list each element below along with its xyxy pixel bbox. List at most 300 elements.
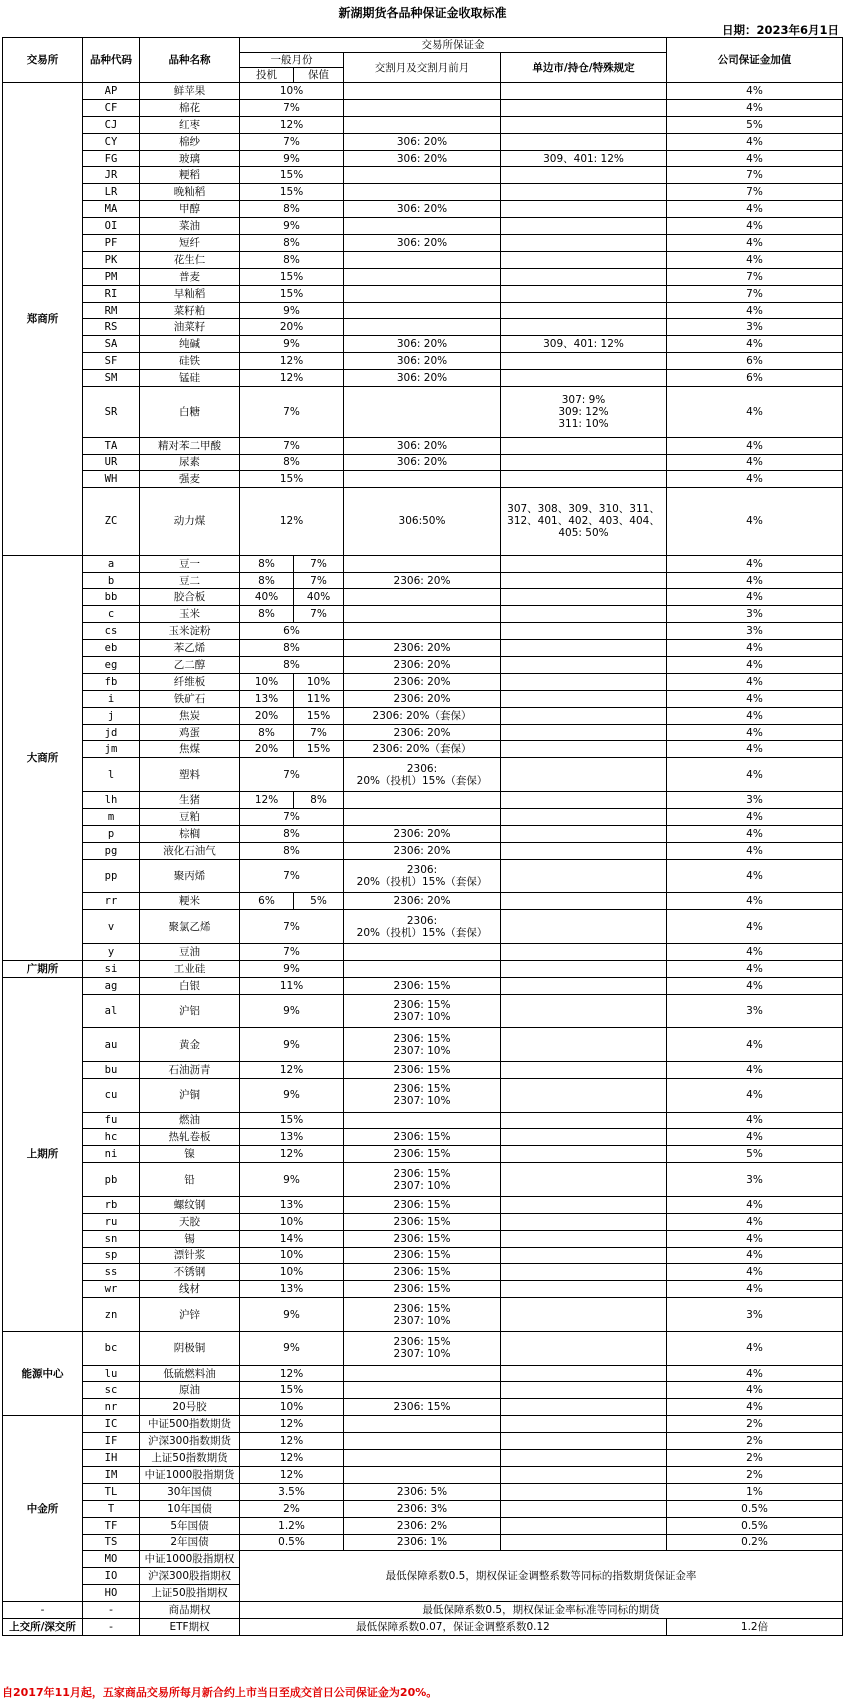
special-margin (501, 943, 667, 960)
product-name: 锡 (140, 1230, 240, 1247)
product-code: ss (83, 1264, 140, 1281)
product-code: CF (83, 99, 140, 116)
general-margin: 12% (240, 353, 344, 370)
product-code: HO (83, 1585, 140, 1602)
company-add-value: 7% (667, 184, 843, 201)
general-margin: 9% (240, 1331, 344, 1365)
product-code: si (83, 960, 140, 977)
delivery-margin (344, 589, 501, 606)
product-code: fb (83, 673, 140, 690)
company-add-value: 3% (667, 319, 843, 336)
company-add-value: 2% (667, 1416, 843, 1433)
company-add-value: 0.5% (667, 1500, 843, 1517)
general-margin: 9% (240, 302, 344, 319)
product-code: m (83, 808, 140, 825)
table-row (3, 842, 843, 859)
general-margin: 12% (240, 1466, 344, 1483)
special-margin (501, 1247, 667, 1264)
product-name: 花生仁 (140, 251, 240, 268)
product-name: 纤维板 (140, 673, 240, 690)
special-margin (501, 218, 667, 235)
company-add-value: 3% (667, 792, 843, 809)
company-add-value: 4% (667, 640, 843, 657)
commodity-options-row (3, 1602, 843, 1619)
product-code: fu (83, 1112, 140, 1129)
delivery-margin (344, 319, 501, 336)
delivery-margin: 2306: 20%（投机）15%（套保） (344, 910, 501, 944)
special-margin (501, 724, 667, 741)
product-code: IF (83, 1433, 140, 1450)
product-name: 玉米 (140, 606, 240, 623)
delivery-margin (344, 792, 501, 809)
product-name: 沪铝 (140, 994, 240, 1028)
product-name: 中证500指数期货 (140, 1416, 240, 1433)
delivery-margin (344, 99, 501, 116)
general-margin: 12% (240, 1365, 344, 1382)
company-add-value: 4% (667, 1129, 843, 1146)
general-margin: 9% (240, 150, 344, 167)
product-code: rr (83, 893, 140, 910)
table-row (3, 893, 843, 910)
speculation-margin: 20% (240, 707, 294, 724)
delivery-margin: 2306: 20%（套保） (344, 741, 501, 758)
delivery-margin: 306: 20% (344, 437, 501, 454)
product-code: IH (83, 1450, 140, 1467)
product-code: TA (83, 437, 140, 454)
company-add-value: 3% (667, 994, 843, 1028)
product-name: 铅 (140, 1163, 240, 1197)
delivery-margin (344, 555, 501, 572)
table-row (3, 370, 843, 387)
product-code: TS (83, 1534, 140, 1551)
product-name: 阴极铜 (140, 1331, 240, 1365)
general-margin: 12% (240, 370, 344, 387)
table-row (3, 690, 843, 707)
speculation-margin: 40% (240, 589, 294, 606)
speculation-margin: 10% (240, 673, 294, 690)
product-name: 不锈钢 (140, 1264, 240, 1281)
product-name: 尿素 (140, 454, 240, 471)
company-add-value: 4% (667, 589, 843, 606)
special-margin (501, 1466, 667, 1483)
company-add-value: 0.2% (667, 1534, 843, 1551)
general-margin: 15% (240, 471, 344, 488)
product-name: 红枣 (140, 116, 240, 133)
hedge-margin: 7% (294, 724, 344, 741)
delivery-margin (344, 943, 501, 960)
delivery-margin (344, 960, 501, 977)
special-margin (501, 201, 667, 218)
product-code: eg (83, 657, 140, 674)
product-name: 精对苯二甲酸 (140, 437, 240, 454)
product-name: 豆一 (140, 555, 240, 572)
company-add-value: 4% (667, 1061, 843, 1078)
product-code: nr (83, 1399, 140, 1416)
table-row (3, 1551, 843, 1568)
special-margin (501, 370, 667, 387)
special-margin (501, 758, 667, 792)
special-margin (501, 116, 667, 133)
special-margin (501, 977, 667, 994)
product-name: 塑料 (140, 758, 240, 792)
delivery-margin: 2306: 20%（套保） (344, 707, 501, 724)
delivery-margin (344, 1382, 501, 1399)
company-add-value: 4% (667, 555, 843, 572)
product-name: 粳稻 (140, 167, 240, 184)
special-margin (501, 1129, 667, 1146)
delivery-margin: 2306: 15% (344, 1281, 501, 1298)
product-code: LR (83, 184, 140, 201)
delivery-margin: 306: 20% (344, 353, 501, 370)
table-row (3, 657, 843, 674)
general-margin: 12% (240, 1433, 344, 1450)
special-margin (501, 1433, 667, 1450)
special-margin (501, 1365, 667, 1382)
product-code: b (83, 572, 140, 589)
special-margin (501, 471, 667, 488)
table-row (3, 302, 843, 319)
table-row (3, 1534, 843, 1551)
speculation-margin: 13% (240, 690, 294, 707)
product-code: y (83, 943, 140, 960)
special-margin (501, 268, 667, 285)
product-code: FG (83, 150, 140, 167)
company-add-value: 5% (667, 116, 843, 133)
general-margin: 14% (240, 1230, 344, 1247)
product-code: ru (83, 1213, 140, 1230)
special-margin (501, 960, 667, 977)
product-name: 硅铁 (140, 353, 240, 370)
product-code: JR (83, 167, 140, 184)
company-add-value: 5% (667, 1146, 843, 1163)
product-name: 胶合板 (140, 589, 240, 606)
delivery-margin: 2306: 15% (344, 1230, 501, 1247)
company-add-value: 4% (667, 1281, 843, 1298)
delivery-margin (344, 1433, 501, 1450)
delivery-margin: 306: 20% (344, 201, 501, 218)
general-margin: 7% (240, 808, 344, 825)
special-margin (501, 825, 667, 842)
product-code: - (83, 1602, 140, 1619)
general-margin: 20% (240, 319, 344, 336)
margin-table-body (3, 83, 843, 1636)
product-code: pg (83, 842, 140, 859)
general-margin: 2% (240, 1500, 344, 1517)
delivery-margin: 2306: 15% (344, 1061, 501, 1078)
company-add-value: 2% (667, 1466, 843, 1483)
general-margin: 9% (240, 218, 344, 235)
product-name: 鲜苹果 (140, 83, 240, 100)
product-name: 热轧卷板 (140, 1129, 240, 1146)
delivery-margin: 2306: 15% (344, 1196, 501, 1213)
general-margin: 8% (240, 657, 344, 674)
product-code: al (83, 994, 140, 1028)
table-row (3, 116, 843, 133)
product-name: 10年国债 (140, 1500, 240, 1517)
header-code: 品种代码 (83, 38, 140, 83)
special-margin (501, 1298, 667, 1332)
table-row (3, 555, 843, 572)
company-add-value: 4% (667, 1078, 843, 1112)
hedge-margin: 7% (294, 555, 344, 572)
product-code: bc (83, 1331, 140, 1365)
delivery-margin: 2306: 20% (344, 842, 501, 859)
product-code: j (83, 707, 140, 724)
product-code: bu (83, 1061, 140, 1078)
special-margin (501, 1483, 667, 1500)
table-row (3, 268, 843, 285)
product-code: PK (83, 251, 140, 268)
general-margin: 6% (240, 623, 344, 640)
header-delivery-month: 交割月及交割月前月 (344, 53, 501, 83)
special-margin (501, 1382, 667, 1399)
special-margin (501, 1331, 667, 1365)
table-row (3, 859, 843, 893)
table-row (3, 640, 843, 657)
special-margin (501, 589, 667, 606)
header-general-month: 一般月份 (240, 53, 344, 68)
product-code: sn (83, 1230, 140, 1247)
delivery-margin: 2306: 20% (344, 657, 501, 674)
delivery-margin (344, 1450, 501, 1467)
table-row (3, 1196, 843, 1213)
product-code: MA (83, 201, 140, 218)
table-row (3, 1331, 843, 1365)
special-margin (501, 83, 667, 100)
general-margin: 9% (240, 1163, 344, 1197)
table-row (3, 977, 843, 994)
special-margin (501, 353, 667, 370)
table-row (3, 741, 843, 758)
delivery-margin: 2306: 20% (344, 724, 501, 741)
product-name: 20号胶 (140, 1399, 240, 1416)
table-row (3, 960, 843, 977)
table-row (3, 133, 843, 150)
delivery-margin: 2306: 15% 2307: 10% (344, 1078, 501, 1112)
product-name: 动力煤 (140, 488, 240, 555)
hedge-margin: 7% (294, 572, 344, 589)
company-add-value: 2% (667, 1433, 843, 1450)
company-add-value: 4% (667, 251, 843, 268)
table-row (3, 471, 843, 488)
product-code: sp (83, 1247, 140, 1264)
hedge-margin: 5% (294, 893, 344, 910)
company-add-value: 6% (667, 370, 843, 387)
sheet-title: 新湖期货各品种保证金收取标准 (338, 6, 507, 20)
product-name: 焦煤 (140, 741, 240, 758)
general-margin: 9% (240, 994, 344, 1028)
delivery-margin: 2306: 15% (344, 1399, 501, 1416)
delivery-margin (344, 218, 501, 235)
product-name: 普麦 (140, 268, 240, 285)
delivery-margin (344, 251, 501, 268)
product-code: jm (83, 741, 140, 758)
table-row (3, 251, 843, 268)
product-name: 强麦 (140, 471, 240, 488)
delivery-margin: 2306: 3% (344, 1500, 501, 1517)
product-code: pp (83, 859, 140, 893)
product-code: TF (83, 1517, 140, 1534)
company-add-value: 4% (667, 1230, 843, 1247)
header-speculation: 投机 (240, 68, 294, 83)
product-code: eb (83, 640, 140, 657)
general-margin: 8% (240, 235, 344, 252)
product-code: RS (83, 319, 140, 336)
table-row (3, 99, 843, 116)
general-margin: 12% (240, 1416, 344, 1433)
company-add-value: 4% (667, 842, 843, 859)
product-code: WH (83, 471, 140, 488)
general-margin: 11% (240, 977, 344, 994)
company-add-value: 4% (667, 657, 843, 674)
product-name: 液化石油气 (140, 842, 240, 859)
commodity-options-note: 最低保障系数0.5，期权保证金率标准等同标的期货 (240, 1602, 843, 1619)
special-margin: 307: 9% 309: 12% 311: 10% (501, 387, 667, 438)
product-name: 纯碱 (140, 336, 240, 353)
company-add-value: 4% (667, 1196, 843, 1213)
special-margin (501, 1146, 667, 1163)
delivery-margin: 306:50% (344, 488, 501, 555)
header-name: 品种名称 (140, 38, 240, 83)
product-name: 豆二 (140, 572, 240, 589)
hedge-margin: 10% (294, 673, 344, 690)
general-margin: 13% (240, 1129, 344, 1146)
product-name: 豆粕 (140, 808, 240, 825)
exchange-name: 上交所/深交所 (3, 1618, 83, 1635)
delivery-margin (344, 808, 501, 825)
company-add-value: 4% (667, 943, 843, 960)
special-margin (501, 994, 667, 1028)
product-name: 沪深300指数期货 (140, 1433, 240, 1450)
hedge-margin: 15% (294, 707, 344, 724)
table-row (3, 1061, 843, 1078)
product-name: 2年国债 (140, 1534, 240, 1551)
delivery-margin (344, 387, 501, 438)
special-margin: 309、401: 12% (501, 150, 667, 167)
product-name: 锰硅 (140, 370, 240, 387)
special-margin (501, 184, 667, 201)
company-add-value: 3% (667, 623, 843, 640)
company-add-value: 4% (667, 488, 843, 555)
company-add-value: 4% (667, 758, 843, 792)
footer-note: 自2017年11月起，五家商品交易所每月新合约上市当日至成交首日公司保证金为20%。 (2, 1686, 438, 1699)
company-add-value: 4% (667, 1365, 843, 1382)
product-name: ETF期权 (140, 1618, 240, 1635)
company-add-value: 4% (667, 235, 843, 252)
company-add-value: 0.5% (667, 1517, 843, 1534)
hedge-margin: 15% (294, 741, 344, 758)
general-margin: 7% (240, 133, 344, 150)
general-margin: 8% (240, 842, 344, 859)
product-code: c (83, 606, 140, 623)
general-margin: 3.5% (240, 1483, 344, 1500)
product-code: IM (83, 1466, 140, 1483)
table-row (3, 1483, 843, 1500)
product-code: cs (83, 623, 140, 640)
speculation-margin: 12% (240, 792, 294, 809)
product-name: 商品期权 (140, 1602, 240, 1619)
product-name: 油菜籽 (140, 319, 240, 336)
product-name: 聚氯乙烯 (140, 910, 240, 944)
product-name: 沪铜 (140, 1078, 240, 1112)
speculation-margin: 8% (240, 555, 294, 572)
delivery-margin: 2306: 15% 2307: 10% (344, 1331, 501, 1365)
company-add-value: 4% (667, 336, 843, 353)
hedge-margin: 7% (294, 606, 344, 623)
company-add-value: 4% (667, 1213, 843, 1230)
special-margin (501, 302, 667, 319)
product-code: PF (83, 235, 140, 252)
special-margin (501, 555, 667, 572)
table-row (3, 1028, 843, 1062)
product-code: RI (83, 285, 140, 302)
product-name: 镍 (140, 1146, 240, 1163)
product-name: 5年国债 (140, 1517, 240, 1534)
special-margin (501, 741, 667, 758)
general-margin: 8% (240, 454, 344, 471)
special-margin (501, 808, 667, 825)
product-code: UR (83, 454, 140, 471)
product-name: 晚籼稻 (140, 184, 240, 201)
special-margin (501, 606, 667, 623)
product-name: 原油 (140, 1382, 240, 1399)
exchange-name: 能源中心 (3, 1331, 83, 1415)
special-margin (501, 1416, 667, 1433)
company-add-value: 7% (667, 167, 843, 184)
product-name: 30年国债 (140, 1483, 240, 1500)
product-code: a (83, 555, 140, 572)
delivery-margin: 2306: 20% (344, 825, 501, 842)
company-add-value: 4% (667, 437, 843, 454)
delivery-margin: 2306: 15% (344, 1146, 501, 1163)
company-add-value: 4% (667, 1399, 843, 1416)
company-add-value: 4% (667, 741, 843, 758)
general-margin: 9% (240, 1078, 344, 1112)
general-margin: 10% (240, 83, 344, 100)
general-margin: 10% (240, 1213, 344, 1230)
product-name: 工业硅 (140, 960, 240, 977)
delivery-margin: 2306: 15% (344, 977, 501, 994)
table-row (3, 83, 843, 100)
product-name: 螺纹钢 (140, 1196, 240, 1213)
company-add-value: 4% (667, 1382, 843, 1399)
table-row (3, 1466, 843, 1483)
product-code: lh (83, 792, 140, 809)
exchange-name: 郑商所 (3, 83, 83, 556)
special-margin (501, 454, 667, 471)
product-name: 棕榈 (140, 825, 240, 842)
product-name: 棉花 (140, 99, 240, 116)
delivery-margin (344, 268, 501, 285)
speculation-margin: 8% (240, 606, 294, 623)
product-code: i (83, 690, 140, 707)
table-row (3, 454, 843, 471)
table-row (3, 1416, 843, 1433)
special-margin (501, 623, 667, 640)
general-margin: 1.2% (240, 1517, 344, 1534)
table-row (3, 707, 843, 724)
general-margin: 10% (240, 1264, 344, 1281)
product-name: 短纤 (140, 235, 240, 252)
product-code: PM (83, 268, 140, 285)
special-margin (501, 133, 667, 150)
table-row (3, 218, 843, 235)
special-margin: 309、401: 12% (501, 336, 667, 353)
special-margin (501, 910, 667, 944)
product-code: bb (83, 589, 140, 606)
table-row (3, 184, 843, 201)
special-margin (501, 1399, 667, 1416)
